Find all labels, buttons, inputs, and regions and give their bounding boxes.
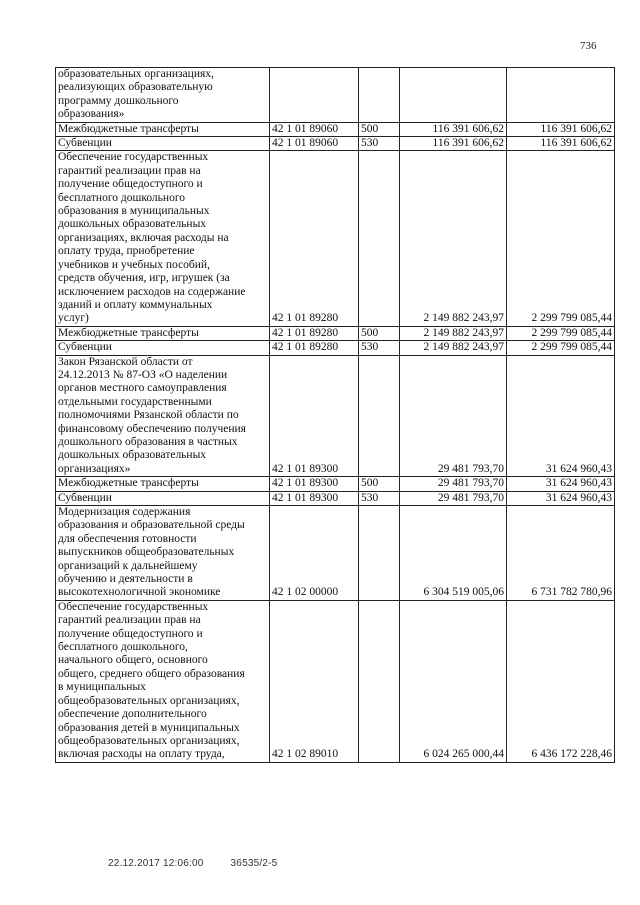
row-type bbox=[359, 68, 400, 123]
row-name: Обеспечение государственных гарантий реализации прав на получение общедоступного и бесплатного дошкольного образования в муниципальных дошкольных образовательных организациях, включая расходы на оплату труда, приобретение учебников и учебных пособий, средств обучения, игр, игрушек (за исключением расходов на содержание зданий и оплату коммунальных услуг) bbox=[56, 151, 270, 326]
table-row bbox=[56, 326, 615, 340]
row-amount-year2: 31 624 960,43 bbox=[507, 477, 615, 491]
row-code: 42 1 01 89060 bbox=[270, 137, 359, 151]
row-type: 530 bbox=[359, 137, 400, 151]
row-name: Субвенции bbox=[56, 491, 270, 505]
row-code: 42 1 02 89010 bbox=[270, 600, 359, 762]
row-type bbox=[359, 151, 400, 326]
row-code bbox=[270, 68, 359, 123]
row-type bbox=[359, 355, 400, 477]
table-row bbox=[56, 477, 615, 491]
row-name: Обеспечение государственных гарантий реализации прав на получение общедоступного и бесплатного дошкольного, начального общего, основного общего, среднего общего образования в муниципальных общеобразовательных организациях, обеспечение дополнительного образования детей в муниципальных общеобразовательных организациях, включая расходы на оплату труда, bbox=[56, 600, 270, 762]
table-row bbox=[56, 506, 615, 601]
row-amount-year1: 116 391 606,62 bbox=[400, 122, 507, 136]
row-type: 500 bbox=[359, 326, 400, 340]
row-amount-year2: 116 391 606,62 bbox=[507, 137, 615, 151]
table-row bbox=[56, 491, 615, 505]
row-amount-year2: 2 299 799 085,44 bbox=[507, 151, 615, 326]
row-amount-year2: 6 436 172 228,46 bbox=[507, 600, 615, 762]
row-name: Субвенции bbox=[56, 341, 270, 355]
row-name: Закон Рязанской области от 24.12.2013 № 87-ОЗ «О наделении органов местного самоуправления отдельными государственными полномочиями Рязанской области по финансовому обеспечению получения дошкольного образования в частных дошкольных образовательных организациях» bbox=[56, 355, 270, 477]
footer-timestamp: 22.12.2017 12:06:00 bbox=[108, 858, 204, 869]
page-footer bbox=[108, 858, 301, 869]
row-type: 530 bbox=[359, 491, 400, 505]
row-amount-year2: 2 299 799 085,44 bbox=[507, 326, 615, 340]
row-type: 500 bbox=[359, 477, 400, 491]
row-code: 42 1 01 89280 bbox=[270, 341, 359, 355]
row-code: 42 1 01 89300 bbox=[270, 491, 359, 505]
row-code: 42 1 01 89280 bbox=[270, 326, 359, 340]
budget-table bbox=[55, 67, 615, 763]
row-name: Межбюджетные трансферты bbox=[56, 326, 270, 340]
row-amount-year1: 2 149 882 243,97 bbox=[400, 341, 507, 355]
row-amount-year1: 6 304 519 005,06 bbox=[400, 506, 507, 601]
row-amount-year1: 2 149 882 243,97 bbox=[400, 326, 507, 340]
row-code: 42 1 01 89280 bbox=[270, 151, 359, 326]
table-row bbox=[56, 600, 615, 762]
row-amount-year1: 6 024 265 000,44 bbox=[400, 600, 507, 762]
table-row bbox=[56, 68, 615, 123]
row-amount-year2: 31 624 960,43 bbox=[507, 355, 615, 477]
footer-doc-id: 36535/2-5 bbox=[230, 858, 278, 869]
row-type: 500 bbox=[359, 122, 400, 136]
row-amount-year2: 2 299 799 085,44 bbox=[507, 341, 615, 355]
row-name: образовательных организациях, реализующих образовательную программу дошкольного образования» bbox=[56, 68, 270, 123]
table-row bbox=[56, 355, 615, 477]
table-row bbox=[56, 151, 615, 326]
row-amount-year1: 29 481 793,70 bbox=[400, 477, 507, 491]
row-amount-year1: 2 149 882 243,97 bbox=[400, 151, 507, 326]
row-name: Субвенции bbox=[56, 137, 270, 151]
row-amount-year2 bbox=[507, 68, 615, 123]
row-name: Модернизация содержания образования и образовательной среды для обеспечения готовности выпускников общеобразовательных организаций к дальнейшему обучению и деятельности в высокотехнологичной экономике bbox=[56, 506, 270, 601]
table-row bbox=[56, 137, 615, 151]
row-amount-year2: 6 731 782 780,96 bbox=[507, 506, 615, 601]
row-amount-year1: 29 481 793,70 bbox=[400, 491, 507, 505]
row-type bbox=[359, 600, 400, 762]
row-type: 530 bbox=[359, 341, 400, 355]
table-row bbox=[56, 122, 615, 136]
row-code: 42 1 01 89300 bbox=[270, 477, 359, 491]
row-code: 42 1 01 89300 bbox=[270, 355, 359, 477]
row-name: Межбюджетные трансферты bbox=[56, 477, 270, 491]
page-number: 736 bbox=[580, 40, 597, 52]
row-name: Межбюджетные трансферты bbox=[56, 122, 270, 136]
row-amount-year2: 116 391 606,62 bbox=[507, 122, 615, 136]
row-code: 42 1 02 00000 bbox=[270, 506, 359, 601]
row-amount-year1 bbox=[400, 68, 507, 123]
row-code: 42 1 01 89060 bbox=[270, 122, 359, 136]
row-amount-year1: 116 391 606,62 bbox=[400, 137, 507, 151]
table-row bbox=[56, 341, 615, 355]
row-amount-year2: 31 624 960,43 bbox=[507, 491, 615, 505]
row-amount-year1: 29 481 793,70 bbox=[400, 355, 507, 477]
row-type bbox=[359, 506, 400, 601]
